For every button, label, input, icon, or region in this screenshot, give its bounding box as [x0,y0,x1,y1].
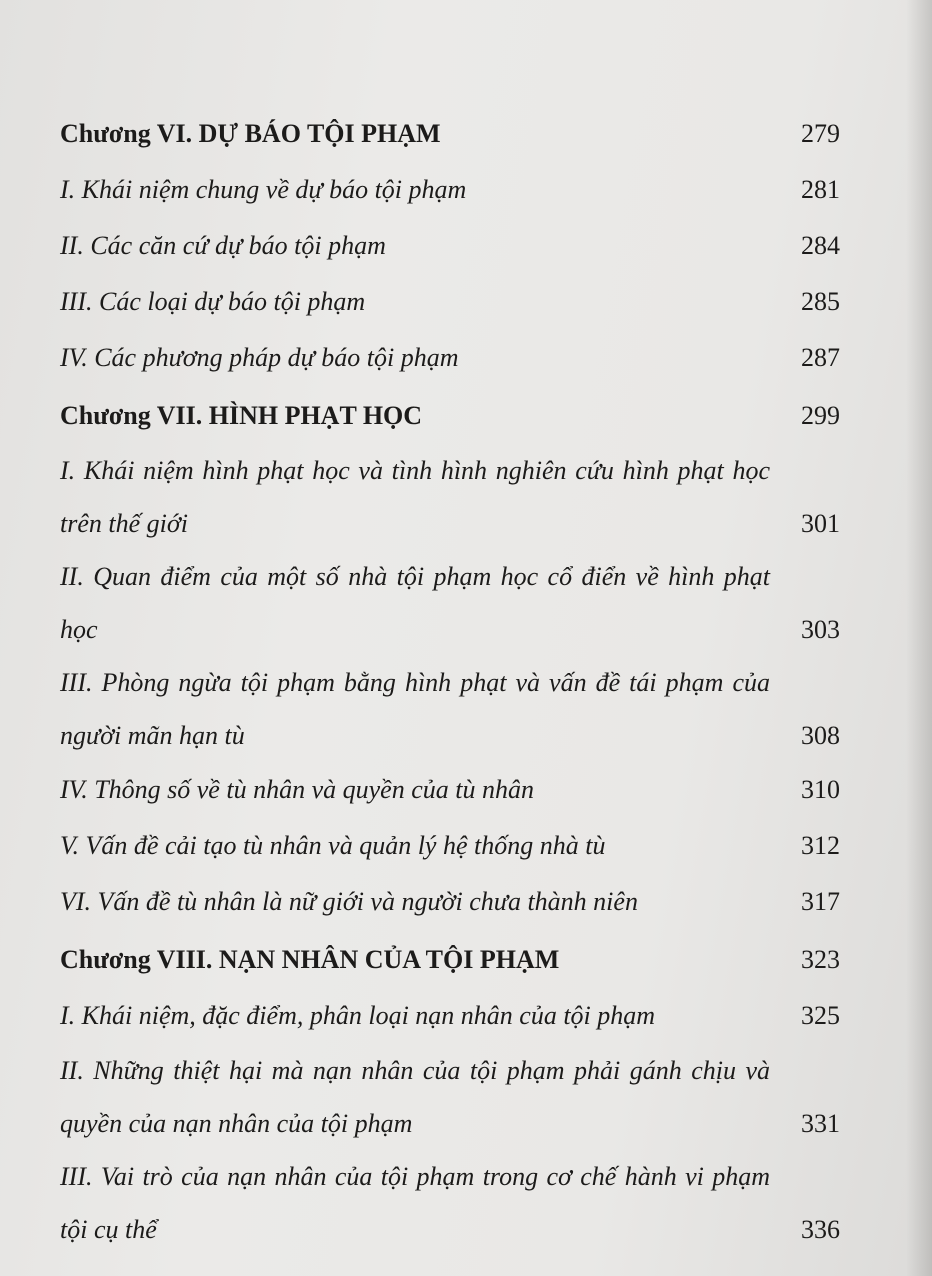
toc-page-number: 308 [801,721,840,750]
toc-chapter-7 [60,388,840,444]
toc-page-number: 281 [801,175,840,204]
toc-entry-title: Chương VII. HÌNH PHẠT HỌC [60,401,423,430]
toc-page-number: 323 [801,945,840,974]
toc-page-number: 325 [801,1001,840,1030]
toc-section [60,162,840,218]
toc-section [60,330,840,386]
toc-entry-title: II. Những thiệt hại mà nạn nhân của tội phạm phải gánh chịu và quyền của nạn nhân của tội phạm [60,1056,770,1138]
toc-section [60,444,840,550]
toc-section [60,274,840,330]
toc-entry-title: IV. Các phương pháp dự báo tội phạm [60,343,459,372]
toc-section [60,762,840,818]
toc-entry-title: IV. Thông số về tù nhân và quyền của tù nhân [60,775,534,804]
toc-page-number: 312 [801,831,840,860]
toc-page-number: 287 [801,343,840,372]
toc-page-number: 303 [801,615,840,644]
toc-section [60,218,840,274]
toc-page-number: 284 [801,231,840,260]
toc-section [60,656,840,762]
toc-page-number: 331 [801,1109,840,1138]
toc-entry-title: I. Khái niệm chung về dự báo tội phạm [60,175,467,204]
toc-entry-title: I. Khái niệm, đặc điểm, phân loại nạn nhân của tội phạm [60,1001,656,1030]
toc-section [60,1044,840,1150]
toc-chapter-8 [60,932,840,988]
toc-page-number: 310 [801,775,840,804]
toc-section [60,988,840,1044]
toc-page-number: 285 [801,287,840,316]
toc-page-number: 299 [801,401,840,430]
toc-entry-title: II. Các căn cứ dự báo tội phạm [60,231,386,260]
table-of-contents [60,104,840,1256]
toc-entry-title: VI. Vấn đề tù nhân là nữ giới và người chưa thành niên [60,887,638,916]
toc-section [60,874,840,930]
toc-page-number: 301 [801,509,840,538]
toc-page-number: 336 [801,1215,840,1244]
toc-entry-title: I. Khái niệm hình phạt học và tình hình nghiên cứu hình phạt học trên thế giới [60,456,770,538]
toc-entry-title: II. Quan điểm của một số nhà tội phạm học cổ điển về hình phạt học [60,562,770,644]
toc-page-number: 279 [801,119,840,148]
toc-entry-title: Chương VI. DỰ BÁO TỘI PHẠM [60,119,441,148]
toc-entry-title: III. Vai trò của nạn nhân của tội phạm trong cơ chế hành vi phạm tội cụ thể [60,1162,770,1244]
toc-entry-title: Chương VIII. NẠN NHÂN CỦA TỘI PHẠM [60,945,560,974]
toc-section [60,550,840,656]
toc-section [60,818,840,874]
toc-entry-title: III. Các loại dự báo tội phạm [60,287,366,316]
toc-entry-title: V. Vấn đề cải tạo tù nhân và quản lý hệ thống nhà tù [60,831,606,860]
toc-page-number: 317 [801,887,840,916]
toc-section [60,1150,840,1256]
toc-chapter-6 [60,106,840,162]
toc-entry-title: III. Phòng ngừa tội phạm bằng hình phạt và vấn đề tái phạm của người mãn hạn tù [60,668,770,750]
